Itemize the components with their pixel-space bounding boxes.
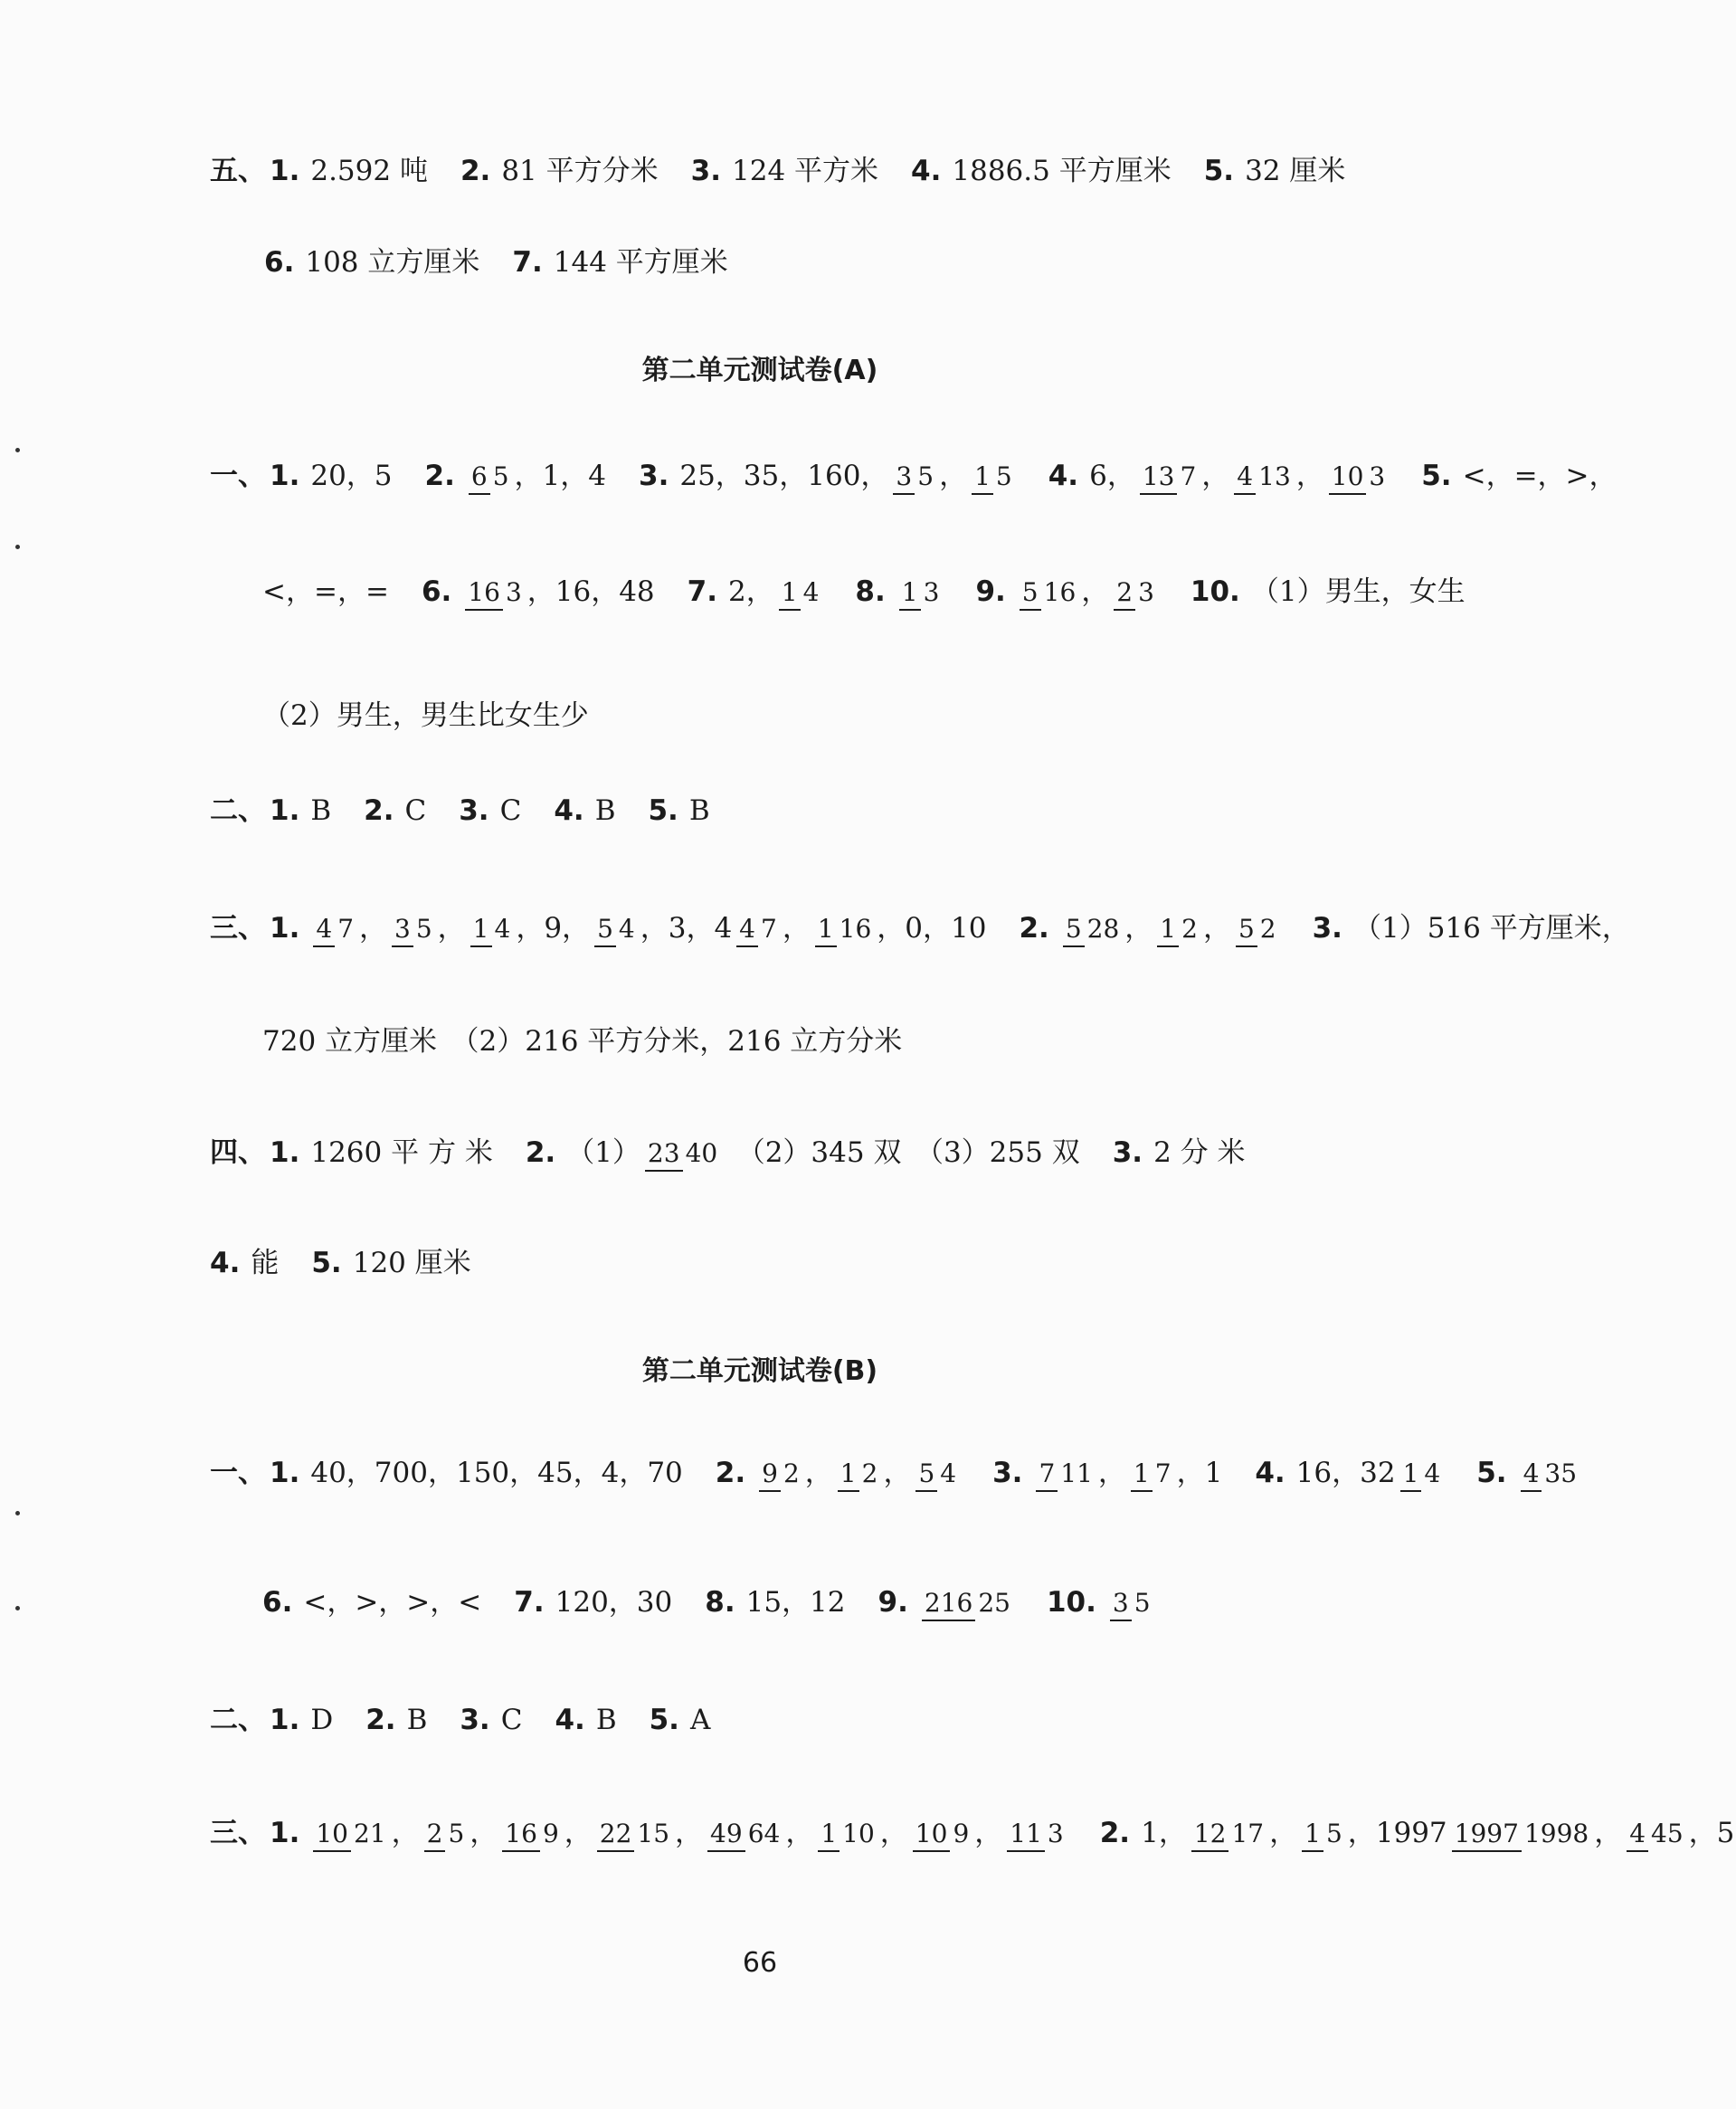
fraction bbox=[1036, 1460, 1095, 1487]
answer-line bbox=[262, 577, 1467, 606]
question-number: 2. bbox=[365, 1704, 396, 1736]
answer-text: ，16，48 bbox=[526, 575, 655, 608]
fraction-denominator: 4 bbox=[940, 1458, 957, 1488]
answer-text: 720 立方厘米 （2）216 平方分米，216 立方分米 bbox=[262, 1025, 903, 1058]
fraction-denominator: 5 bbox=[492, 461, 509, 491]
fraction bbox=[707, 1820, 783, 1847]
fraction-denominator: 7 bbox=[1154, 1458, 1172, 1488]
fraction-denominator: 5 bbox=[995, 461, 1012, 491]
fraction bbox=[1114, 576, 1157, 607]
fraction-numerator: 16 bbox=[502, 1819, 540, 1852]
answer-text: 81 平方分米 bbox=[501, 155, 659, 187]
fraction-denominator: 11 bbox=[1060, 1458, 1093, 1488]
answer-text: （2）345 双 （3）255 双 bbox=[723, 1136, 1080, 1169]
answer-text: 25，35，160， bbox=[679, 460, 889, 492]
fraction-denominator: 9 bbox=[542, 1818, 559, 1848]
fraction-denominator: 3 bbox=[1369, 461, 1386, 491]
fraction-denominator: 17 bbox=[1231, 1818, 1265, 1848]
question-number: 5. bbox=[1203, 155, 1235, 187]
section-label: 二、 bbox=[210, 1704, 266, 1736]
fraction-numerator: 3 bbox=[893, 461, 915, 495]
answer-text: ， bbox=[782, 912, 811, 945]
fraction bbox=[913, 1820, 972, 1847]
question-number: 3. bbox=[459, 794, 489, 827]
question-number: 8. bbox=[705, 1586, 735, 1619]
section-label: 二、 bbox=[210, 794, 266, 827]
answer-text: ， bbox=[1295, 460, 1324, 492]
question-number: 2. bbox=[364, 794, 394, 827]
answer-text: B bbox=[310, 794, 332, 827]
answer-text: <，>，>，< bbox=[303, 1586, 482, 1619]
fraction-numerator: 13 bbox=[1140, 461, 1178, 495]
question-number: 10. bbox=[1046, 1586, 1096, 1619]
answer-line bbox=[262, 1588, 1156, 1617]
answer-line bbox=[210, 1138, 1247, 1167]
page-number: 66 bbox=[742, 1947, 778, 1979]
answer-text: 2， bbox=[728, 575, 774, 608]
answer-text: 15，12 bbox=[745, 1586, 846, 1619]
answer-text: ， bbox=[391, 1817, 420, 1849]
fraction-numerator: 2 bbox=[424, 1819, 446, 1852]
fraction-numerator: 7 bbox=[1036, 1458, 1058, 1492]
answer-line bbox=[264, 248, 730, 277]
answer-text: ， bbox=[939, 460, 968, 492]
fraction-numerator: 1 bbox=[815, 914, 837, 947]
fraction-denominator: 2 bbox=[1259, 913, 1276, 944]
answer-line bbox=[210, 461, 1619, 490]
answer-line bbox=[210, 157, 1347, 185]
answer-text: ， bbox=[974, 1817, 1003, 1849]
fraction-denominator: 4 bbox=[802, 576, 820, 607]
fraction-numerator: 4 bbox=[1521, 1458, 1542, 1492]
fraction-numerator: 1 bbox=[1302, 1819, 1323, 1852]
answer-text: A bbox=[689, 1704, 711, 1736]
answer-text: ，9， bbox=[516, 912, 591, 945]
fraction bbox=[893, 463, 936, 489]
question-number: 5. bbox=[1421, 460, 1452, 492]
fraction bbox=[818, 1820, 877, 1847]
fraction bbox=[1400, 1460, 1444, 1487]
fraction-numerator: 12 bbox=[1191, 1819, 1229, 1852]
answer-text: 2 分 米 bbox=[1153, 1136, 1246, 1169]
fraction-numerator: 2 bbox=[1114, 577, 1135, 611]
answer-text: ， bbox=[470, 1817, 498, 1849]
question-number: 10. bbox=[1190, 575, 1240, 608]
answer-text: B bbox=[594, 794, 616, 827]
fraction-numerator: 4 bbox=[1234, 461, 1256, 495]
answer-text: （2）男生，男生比女生少 bbox=[262, 699, 589, 732]
answer-text: 40，700，150，45，4，70 bbox=[310, 1457, 683, 1489]
answer-text: ， bbox=[1097, 1457, 1126, 1489]
fraction-denominator: 3 bbox=[1138, 576, 1154, 607]
question-number: 7. bbox=[514, 1586, 545, 1619]
question-number: 1. bbox=[270, 1817, 300, 1849]
fraction-numerator: 10 bbox=[313, 1819, 351, 1852]
question-number: 4. bbox=[1255, 1457, 1285, 1489]
answer-text: 16，32 bbox=[1295, 1457, 1396, 1489]
question-number: 3. bbox=[1312, 912, 1342, 945]
question-number: 5. bbox=[648, 794, 678, 827]
question-number: 1. bbox=[270, 1457, 300, 1489]
answer-text: ， bbox=[564, 1817, 593, 1849]
fraction-denominator: 9 bbox=[953, 1818, 970, 1848]
fraction-denominator: 28 bbox=[1086, 913, 1120, 944]
answer-text: 1260 平 方 米 bbox=[310, 1136, 493, 1169]
fraction-denominator: 16 bbox=[839, 913, 872, 944]
fraction bbox=[1234, 463, 1293, 489]
fraction-numerator: 5 bbox=[1236, 914, 1257, 947]
answer-text: C bbox=[404, 794, 427, 827]
answer-line bbox=[210, 1819, 1736, 1848]
question-number: 3. bbox=[639, 460, 669, 492]
fraction bbox=[597, 1820, 672, 1847]
fraction bbox=[838, 1460, 881, 1487]
question-number: 2. bbox=[460, 155, 491, 187]
answer-text: 32 厘米 bbox=[1245, 155, 1346, 187]
answer-text: ，1，4 bbox=[514, 460, 606, 492]
fraction-denominator: 7 bbox=[337, 913, 355, 944]
fraction bbox=[779, 576, 822, 607]
answer-text: ，5 bbox=[1688, 1817, 1735, 1849]
answer-text: （1） bbox=[566, 1136, 640, 1169]
fraction bbox=[1452, 1820, 1592, 1847]
fraction-denominator: 13 bbox=[1258, 461, 1291, 491]
answer-text: D bbox=[310, 1704, 334, 1736]
answer-text: ， bbox=[359, 912, 388, 945]
answer-text: ， bbox=[437, 912, 466, 945]
fraction-numerator: 3 bbox=[392, 914, 413, 947]
question-number: 3. bbox=[690, 155, 721, 187]
fraction-denominator: 3 bbox=[505, 576, 522, 607]
answer-line bbox=[210, 914, 1632, 943]
answer-line bbox=[210, 796, 712, 825]
fraction-numerator: 4 bbox=[736, 914, 758, 947]
question-number: 2. bbox=[424, 460, 455, 492]
question-number: 6. bbox=[264, 246, 295, 279]
answer-line bbox=[210, 1249, 473, 1278]
fraction bbox=[1191, 1820, 1266, 1847]
fraction-numerator: 6 bbox=[469, 461, 490, 495]
fraction-numerator: 5 bbox=[1020, 577, 1041, 611]
fraction-denominator: 4 bbox=[618, 913, 635, 944]
fraction-numerator: 10 bbox=[1329, 461, 1367, 495]
fraction-numerator: 22 bbox=[597, 1819, 635, 1852]
question-number: 2. bbox=[525, 1136, 556, 1169]
answer-text: ，0，10 bbox=[877, 912, 987, 945]
fraction-denominator: 7 bbox=[1180, 461, 1197, 491]
fraction bbox=[502, 1820, 561, 1847]
scan-speck bbox=[15, 1606, 20, 1610]
fraction-numerator: 16 bbox=[465, 577, 503, 611]
question-number: 4. bbox=[1048, 460, 1079, 492]
fraction-numerator: 216 bbox=[922, 1588, 975, 1621]
fraction bbox=[1063, 913, 1122, 944]
answer-text: ， bbox=[1202, 912, 1231, 945]
fraction bbox=[1131, 1460, 1174, 1487]
answer-text: 144 平方厘米 bbox=[553, 246, 728, 279]
answer-text: ，1 bbox=[1176, 1457, 1223, 1489]
answer-text: B bbox=[595, 1704, 617, 1736]
fraction bbox=[1236, 913, 1279, 944]
answer-text: C bbox=[500, 1704, 523, 1736]
section-label: 一、 bbox=[210, 1457, 266, 1489]
fraction-denominator: 21 bbox=[354, 1818, 386, 1848]
fraction bbox=[1140, 463, 1199, 489]
fraction bbox=[915, 1460, 959, 1487]
answer-text: （1）516 平方厘米， bbox=[1352, 912, 1630, 945]
fraction bbox=[1627, 1820, 1685, 1847]
fraction-numerator: 11 bbox=[1007, 1819, 1045, 1852]
fraction bbox=[1521, 1460, 1579, 1487]
answer-line bbox=[210, 1458, 1582, 1487]
answer-text: 能 bbox=[251, 1247, 280, 1279]
question-number: 6. bbox=[421, 575, 452, 608]
fraction bbox=[1007, 1820, 1066, 1847]
answer-text: ， bbox=[675, 1817, 704, 1849]
fraction-denominator: 3 bbox=[923, 576, 940, 607]
answer-text: ，3，4 bbox=[640, 912, 733, 945]
fraction-numerator: 23 bbox=[645, 1138, 683, 1172]
question-number: 1. bbox=[270, 1704, 300, 1736]
answer-text: B bbox=[406, 1704, 428, 1736]
fraction-denominator: 5 bbox=[1325, 1818, 1342, 1848]
question-number: 1. bbox=[270, 794, 300, 827]
fraction bbox=[469, 463, 512, 489]
answer-text: B bbox=[688, 794, 710, 827]
question-number: 3. bbox=[1112, 1136, 1143, 1169]
question-number: 4. bbox=[554, 794, 584, 827]
section-title: 第二单元测试卷(A) bbox=[641, 355, 878, 386]
fraction-numerator: 4 bbox=[313, 914, 335, 947]
fraction-denominator: 5 bbox=[415, 913, 432, 944]
fraction-numerator: 1 bbox=[1400, 1458, 1422, 1492]
fraction-numerator: 9 bbox=[759, 1458, 781, 1492]
fraction-denominator: 2 bbox=[861, 1458, 878, 1488]
fraction bbox=[424, 1820, 468, 1847]
fraction bbox=[313, 1820, 388, 1847]
fraction-denominator: 25 bbox=[978, 1587, 1010, 1618]
scan-speck bbox=[15, 545, 20, 549]
question-number: 7. bbox=[687, 575, 718, 608]
answer-text: <，=，= bbox=[262, 575, 389, 608]
fraction-numerator: 4 bbox=[1627, 1819, 1648, 1852]
answer-text: ，1997 bbox=[1347, 1817, 1447, 1849]
question-number: 2. bbox=[1019, 912, 1049, 945]
fraction bbox=[815, 913, 874, 944]
fraction-denominator: 10 bbox=[842, 1818, 875, 1848]
fraction-numerator: 1 bbox=[818, 1819, 840, 1852]
fraction-numerator: 1997 bbox=[1452, 1819, 1522, 1852]
answer-text: ， bbox=[883, 1457, 912, 1489]
fraction-denominator: 7 bbox=[761, 913, 777, 944]
fraction bbox=[899, 576, 943, 607]
fraction-denominator: 2 bbox=[783, 1458, 800, 1488]
section-label: 五、 bbox=[210, 155, 266, 187]
answer-text: ， bbox=[1124, 912, 1153, 945]
question-number: 4. bbox=[210, 1247, 241, 1279]
answer-text: 124 平方米 bbox=[732, 155, 879, 187]
answer-text: ， bbox=[785, 1817, 814, 1849]
fraction-denominator: 1998 bbox=[1523, 1818, 1589, 1848]
answer-text: <，=，>， bbox=[1462, 460, 1617, 492]
fraction-denominator: 4 bbox=[1424, 1458, 1441, 1488]
answer-text: 20，5 bbox=[310, 460, 393, 492]
answer-text: ， bbox=[1594, 1817, 1623, 1849]
answer-text: 108 立方厘米 bbox=[305, 246, 480, 279]
fraction-numerator: 1 bbox=[470, 914, 492, 947]
fraction-denominator: 40 bbox=[685, 1137, 718, 1168]
section-label: 三、 bbox=[210, 1817, 266, 1849]
question-number: 1. bbox=[270, 1136, 300, 1169]
question-number: 5. bbox=[649, 1704, 679, 1736]
fraction-numerator: 5 bbox=[1063, 914, 1085, 947]
question-number: 4. bbox=[911, 155, 942, 187]
question-number: 2. bbox=[715, 1457, 746, 1489]
question-number: 1. bbox=[270, 155, 300, 187]
fraction-denominator: 4 bbox=[494, 913, 511, 944]
fraction bbox=[972, 463, 1015, 489]
fraction-numerator: 1 bbox=[972, 461, 993, 495]
fraction bbox=[922, 1587, 1013, 1618]
fraction-denominator: 15 bbox=[637, 1818, 670, 1848]
answer-text: 120，30 bbox=[555, 1586, 673, 1619]
fraction-denominator: 5 bbox=[1134, 1587, 1151, 1618]
question-number: 6. bbox=[262, 1586, 293, 1619]
answer-text: ， bbox=[879, 1817, 908, 1849]
question-number: 4. bbox=[555, 1704, 585, 1736]
fraction-denominator: 64 bbox=[747, 1818, 781, 1848]
fraction bbox=[465, 576, 524, 607]
answer-text: ， bbox=[1201, 460, 1230, 492]
question-number: 1. bbox=[270, 460, 300, 492]
fraction-numerator: 3 bbox=[1110, 1588, 1132, 1621]
answer-text: C bbox=[499, 794, 522, 827]
question-number: 3. bbox=[460, 1704, 490, 1736]
scan-speck bbox=[15, 448, 20, 452]
answer-line bbox=[262, 1027, 904, 1056]
fraction-denominator: 2 bbox=[1181, 913, 1198, 944]
question-number: 5. bbox=[311, 1247, 342, 1279]
fraction bbox=[759, 1460, 802, 1487]
question-number: 2. bbox=[1099, 1817, 1131, 1849]
question-number: 9. bbox=[975, 575, 1006, 608]
fraction-numerator: 10 bbox=[913, 1819, 951, 1852]
fraction-denominator: 3 bbox=[1047, 1818, 1064, 1848]
fraction-denominator: 45 bbox=[1651, 1818, 1684, 1848]
fraction-denominator: 35 bbox=[1544, 1458, 1578, 1488]
question-number: 9. bbox=[877, 1586, 908, 1619]
answer-text: ， bbox=[1269, 1817, 1298, 1849]
question-number: 1. bbox=[270, 912, 300, 945]
fraction-numerator: 1 bbox=[899, 577, 921, 611]
fraction bbox=[470, 913, 514, 944]
answer-text: ， bbox=[1081, 575, 1110, 608]
section-label: 三、 bbox=[210, 912, 266, 945]
fraction bbox=[645, 1137, 720, 1168]
fraction bbox=[1157, 913, 1200, 944]
answer-text: （1）男生，女生 bbox=[1250, 575, 1466, 608]
fraction-numerator: 1 bbox=[1131, 1458, 1153, 1492]
fraction-denominator: 5 bbox=[917, 461, 934, 491]
section-label: 一、 bbox=[210, 460, 266, 492]
answer-text: 1886.5 平方厘米 bbox=[952, 155, 1172, 187]
fraction-numerator: 1 bbox=[779, 577, 801, 611]
fraction-denominator: 16 bbox=[1043, 576, 1077, 607]
question-number: 8. bbox=[855, 575, 886, 608]
section-title: 第二单元测试卷(B) bbox=[641, 1355, 878, 1387]
fraction bbox=[1020, 576, 1078, 607]
fraction bbox=[736, 913, 780, 944]
fraction-numerator: 1 bbox=[1157, 914, 1179, 947]
question-number: 5. bbox=[1476, 1457, 1507, 1489]
fraction-numerator: 5 bbox=[915, 1458, 937, 1492]
fraction-denominator: 5 bbox=[448, 1818, 465, 1848]
fraction bbox=[313, 913, 356, 944]
fraction-numerator: 5 bbox=[594, 914, 616, 947]
scan-speck bbox=[15, 1511, 20, 1515]
fraction bbox=[1302, 1820, 1345, 1847]
fraction-numerator: 1 bbox=[838, 1458, 859, 1492]
answer-text: 120 厘米 bbox=[352, 1247, 471, 1279]
fraction bbox=[1329, 463, 1388, 489]
fraction bbox=[594, 913, 638, 944]
fraction bbox=[392, 913, 435, 944]
fraction-numerator: 49 bbox=[707, 1819, 745, 1852]
section-label: 四、 bbox=[210, 1136, 266, 1169]
answer-text: ， bbox=[804, 1457, 833, 1489]
question-number: 7. bbox=[512, 246, 543, 279]
answer-text: 1， bbox=[1141, 1817, 1187, 1849]
question-number: 3. bbox=[992, 1457, 1023, 1489]
answer-text: 2.592 吨 bbox=[310, 155, 428, 187]
fraction bbox=[1110, 1587, 1153, 1618]
answer-line bbox=[262, 701, 591, 730]
answer-line bbox=[210, 1705, 712, 1734]
answer-text: 6， bbox=[1089, 460, 1135, 492]
